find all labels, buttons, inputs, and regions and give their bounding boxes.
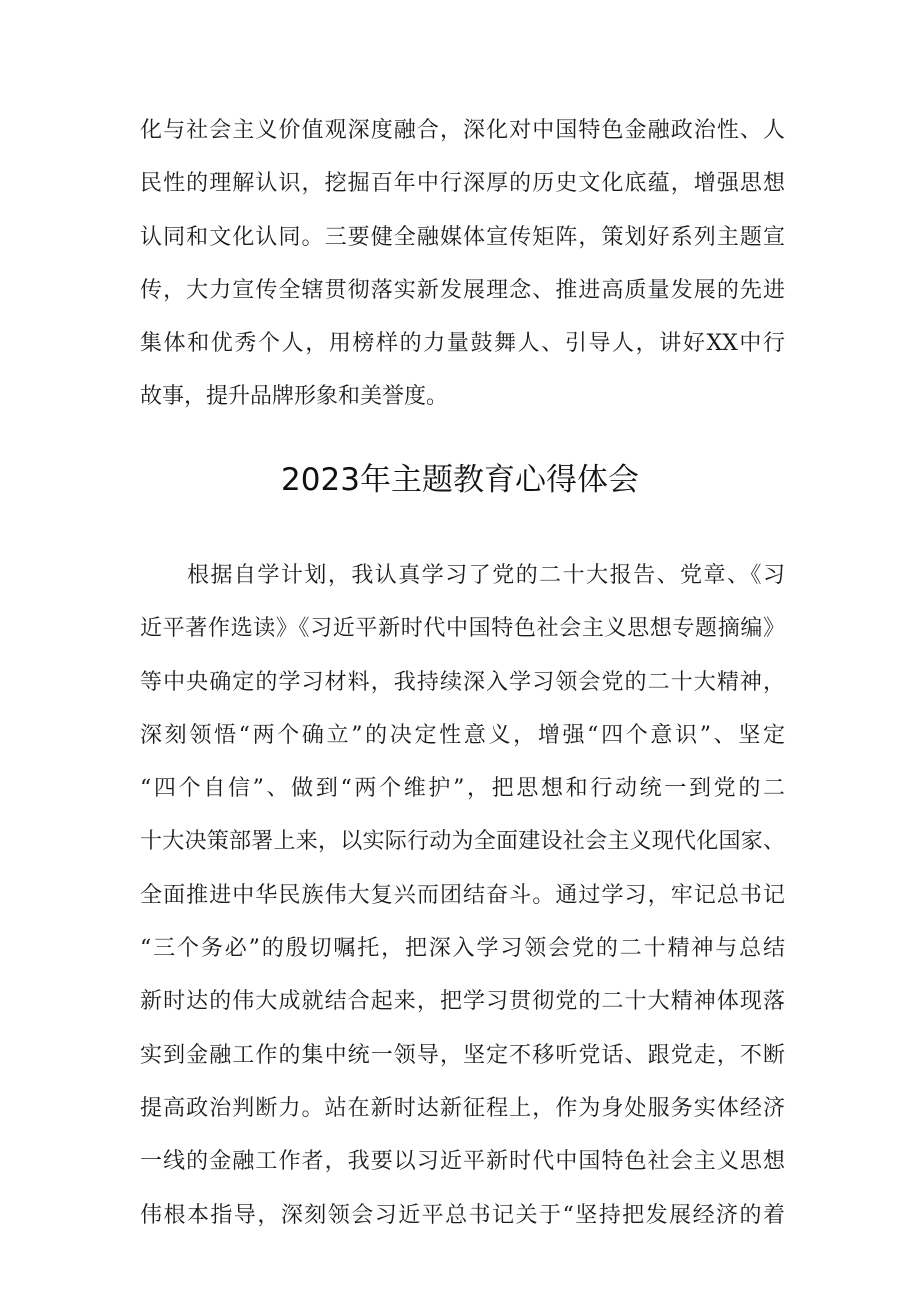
previous-section-text [140, 104, 785, 424]
text-line: 传，大力宣传全辖贯彻落实新发展理念、推进高质量发展的先进 [140, 277, 785, 303]
text-line: 十大决策部署上来，以实际行动为全面建设社会主义现代化国家、 [140, 829, 785, 855]
text-line: 深刻领悟“两个确立”的决定性意义，增强“四个意识”、坚定 [140, 722, 785, 748]
article-title: 2023年主题教育心得体会 [281, 462, 639, 498]
text-line: 集体和优秀个人，用榜样的力量鼓舞人、引导人，讲好XX中行 [140, 331, 785, 357]
text-line: 伟根本指导，深刻领会习近平总书记关于“坚持把发展经济的着 [140, 1202, 785, 1228]
text-line: 新时达的伟大成就结合起来，把学习贯彻党的二十大精神体现落 [140, 989, 785, 1015]
text-line: 根据自学计划，我认真学习了党的二十大报告、党章、《习 [140, 563, 785, 588]
text-line: 化与社会主义价值观深度融合，深化对中国特色金融政治性、人 [140, 118, 785, 143]
text-line: 实到金融工作的集中统一领导，坚定不移听党话、跟党走，不断 [140, 1042, 785, 1068]
text-line: “三个务必”的殷切嘱托，把深入学习领会党的二十精神与总结 [140, 936, 785, 962]
text-line: 全面推进中华民族伟大复兴而团结奋斗。通过学习，牢记总书记 [140, 882, 785, 908]
text-line: 民性的理解认识，挖掘百年中行深厚的历史文化底蕴，增强思想 [140, 171, 785, 197]
text-line: 一线的金融工作者，我要以习近平新时代中国特色社会主义思想 [140, 1149, 785, 1175]
text-line: 等中央确定的学习材料，我持续深入学习领会党的二十大精神， [140, 669, 785, 695]
text-line: “四个自信”、做到“两个维护”，把思想和行动统一到党的二 [140, 776, 785, 802]
text-line: 认同和文化认同。三要健全融媒体宣传矩阵，策划好系列主题宣 [140, 224, 785, 250]
text-line: 近平著作选读》《习近平新时代中国特色社会主义思想专题摘编》 [140, 616, 785, 642]
article-body-text [140, 549, 785, 1242]
text-line: 提高政治判断力。站在新时达新征程上，作为身处服务实体经济 [140, 1095, 785, 1121]
text-line: 故事，提升品牌形象和美誉度。 [140, 384, 449, 410]
